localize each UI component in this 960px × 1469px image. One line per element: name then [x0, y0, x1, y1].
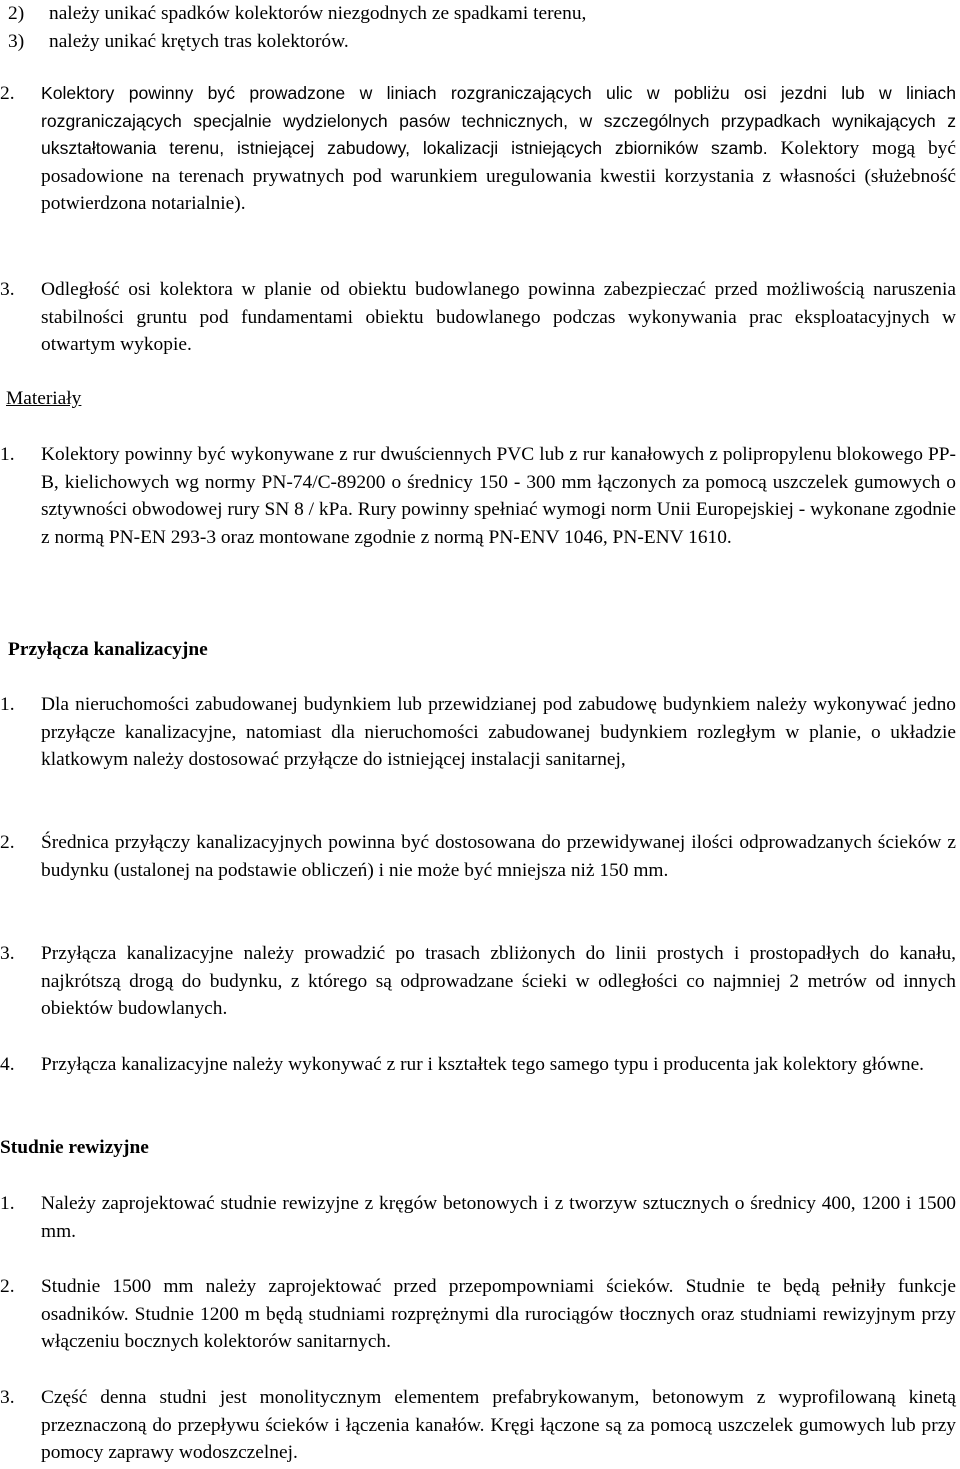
- item-text-serif: Kolektory mogą być posadowione na terenach prywatnych pod warunkiem uregulowania kwestii korzystania z własności (służebność potwierdzona notarialnie).: [41, 138, 956, 215]
- item-number: 3.: [0, 279, 15, 300]
- item-text-arial: Kolektory powinny być prowadzone w liniach rozgraniczających ulic w pobliżu osi jezdni lub w liniach rozgraniczających specjalnie wydzielonych pasów technicznych, w szczególnych przypadkach wynikających z ukształtowania terenu, istniejącej zabudowy, lokalizacji istniejących zbiorników szamb.: [41, 83, 956, 159]
- list-item-text: należy unikać spadków kolektorów niezgodnych ze spadkami terenu,: [49, 3, 587, 24]
- heading-studnie: [0, 1134, 956, 1162]
- item-number: 3.: [0, 1387, 15, 1408]
- przylacza-item-2: [0, 829, 956, 884]
- section1-item-3: [0, 276, 956, 359]
- item-number: 1.: [0, 444, 15, 465]
- list-item-number: 2): [8, 3, 25, 24]
- item-text: [41, 80, 956, 218]
- item-text: Studnie 1500 mm należy zaprojektować przed przepompowniami ścieków. Studnie te będą pełniły funkcje osadników. Studnie 1200 m będą studniami rozprężnymi dla rurociągów tłocznych oraz studniami rewizyjnym przy włączeniu bocznych kolektorów sanitarnych.: [41, 1276, 956, 1353]
- section1-item-2: [0, 80, 956, 218]
- item-number: 4.: [0, 1054, 15, 1075]
- continued-list: [0, 0, 956, 55]
- przylacza-item-3: [0, 940, 956, 1023]
- section-heading: Studnie rewizyjne: [0, 1137, 149, 1158]
- item-number: 1.: [0, 694, 15, 715]
- item-number: 2.: [0, 832, 15, 853]
- item-number: 1.: [0, 1193, 15, 1214]
- studnie-item-2: [0, 1273, 956, 1356]
- list-item-number: 3): [8, 30, 25, 52]
- studnie-item-3: [0, 1384, 956, 1467]
- item-number: 2.: [0, 1276, 15, 1297]
- studnie-item-1: [0, 1190, 956, 1245]
- list-item: [0, 28, 956, 56]
- przylacza-item-1: [0, 691, 956, 774]
- list-item: [0, 0, 956, 28]
- item-text: Odległość osi kolektora w planie od obiektu budowlanego powinna zabezpieczać przed możliwością naruszenia stabilności gruntu pod fundamentami obiektu budowlanego podczas wykonywania prac eksploatacyjnych w otwartym wykopie.: [41, 279, 956, 356]
- item-text: Przyłącza kanalizacyjne należy wykonywać z rur i kształtek tego samego typu i producenta jak kolektory główne.: [41, 1054, 925, 1075]
- item-text: Średnica przyłączy kanalizacyjnych powinna być dostosowana do przewidywanej ilości odprowadzanych ścieków z budynku (ustalonej na podstawie obliczeń) i nie może być mniejsza niż 150 mm.: [41, 832, 956, 881]
- section-heading: Przyłącza kanalizacyjne: [8, 639, 208, 660]
- materialy-item-1: [0, 441, 956, 551]
- heading-materialy: [0, 385, 960, 413]
- item-text: Dla nieruchomości zabudowanej budynkiem lub przewidzianej pod zabudowę budynkiem należy wykonywać jedno przyłącze kanalizacyjne, natomiast dla nieruchomości zabudowanej budynkiem rozległym w planie, o układzie klatkowym należy dostosować przyłącze do istniejącej instalacji sanitarnej,: [41, 694, 956, 771]
- item-text: Kolektory powinny być wykonywane z rur dwuściennych PVC lub z rur kanałowych z polipropylenu blokowego PP-B, kielichowych wg normy PN-74/C-89200 o średnicy 150 - 300 mm łączonych za pomocą uszczelek gumowych o sztywności obwodowej rury SN 8 / kPa. Rury powinny spełniać wymogi norm Unii Europejskiej - wykonane zgodnie z normą PN-EN 293-3 oraz montowane zgodnie z normą PN-ENV 1046, PN-ENV 1610.: [41, 444, 956, 548]
- item-number: 3.: [0, 943, 15, 964]
- item-text: Część denna studni jest monolitycznym elementem prefabrykowanym, betonowym z wyprofilowaną kinetą przeznaczoną do przepływu ścieków i łączenia kanałów. Kręgi łączone są za pomocą uszczelek gumowych lub przy pomocy zaprawy wodoszczelnej.: [41, 1387, 956, 1464]
- item-text: Należy zaprojektować studnie rewizyjne z kręgów betonowych i z tworzyw sztucznych o średnicy 400, 1200 i 1500 mm.: [41, 1193, 956, 1242]
- przylacza-item-4: [0, 1051, 956, 1079]
- list-item-text: należy unikać krętych tras kolektorów.: [49, 30, 349, 52]
- item-text: Przyłącza kanalizacyjne należy prowadzić po trasach zbliżonych do linii prostych i prostopadłych do kanału, najkrótszą drogą do budynku, z którego są odprowadzane ścieki w odległości co najmniej 2 metrów od innych obiektów budowlanych.: [41, 943, 956, 1020]
- section-heading: Materiały: [6, 388, 82, 409]
- item-number: 2.: [0, 83, 15, 104]
- heading-przylacza: [0, 636, 960, 664]
